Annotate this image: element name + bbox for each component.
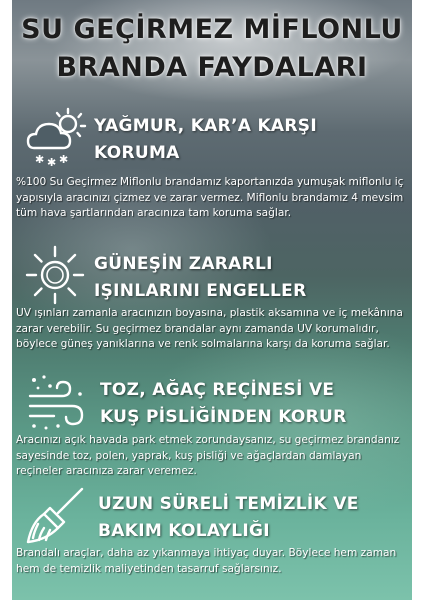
title-line-1: SU GEÇİRMEZ MİFLONLU bbox=[21, 14, 403, 45]
section-4-heading bbox=[98, 491, 359, 545]
benefits-poster bbox=[12, 0, 412, 600]
section-2-heading-line-1: GÜNEŞİN ZARARLI bbox=[94, 254, 273, 274]
sun-icon bbox=[24, 244, 86, 306]
svg-text:✱: ✱ bbox=[35, 153, 45, 166]
section-4-body: Brandalı araçlar, daha az yıkanmaya ihtiyaç duyar. Böylece hem zaman hem de temizlik maliyetinden tasarruf sağlarsınız. bbox=[16, 547, 397, 575]
section-1-heading bbox=[94, 113, 317, 167]
title-line-2: BRANDA FAYDALARI bbox=[56, 52, 368, 83]
section-4-heading-line-2: BAKIM KOLAYLIĞI bbox=[98, 521, 270, 541]
section-2-heading bbox=[94, 251, 306, 305]
weather-icon bbox=[24, 104, 88, 170]
section-1-heading-line-1: YAĞMUR, KAR’A KARŞI bbox=[94, 116, 317, 136]
section-1-heading-line-2: KORUMA bbox=[94, 143, 180, 163]
section-3-heading-line-1: TOZ, AĞAÇ REÇİNESİ VE bbox=[100, 380, 335, 400]
svg-text:✱: ✱ bbox=[47, 156, 57, 169]
broom-icon bbox=[24, 486, 88, 546]
section-2-heading-line-2: IŞINLARINI ENGELLER bbox=[94, 281, 307, 301]
section-3-heading-line-2: KUŞ PİSLİĞİNDEN KORUR bbox=[100, 407, 347, 427]
svg-text:✱: ✱ bbox=[59, 153, 69, 166]
section-4-heading-line-1: UZUN SÜRELİ TEMİZLİK VE bbox=[98, 494, 359, 514]
dust-wind-icon bbox=[24, 372, 90, 434]
section-1-body: %100 Su Geçirmez Miflonlu brandamız kaportanızda yumuşak miflonlu iç yapısıyla aracınızı çizmez ve zarar vermez. Miflonlu brandamız 4 mevsim tüm hava şartlarından aracınıza tam koruma sağlar. bbox=[16, 176, 404, 219]
section-3-heading bbox=[100, 377, 347, 431]
section-2-body: UV ışınları zamanla aracınızın boyasına, plastik aksamına ve iç mekânına zarar verebilir. Su geçirmez brandalar aynı zamanda UV korumalıdır, böylece güneş yanıklarına ve renk solmalarına karşı da koruma sağlar. bbox=[16, 307, 403, 350]
section-3-body: Aracınızı açık havada park etmek zorundaysanız, su geçirmez brandanız sayesinde toz, polen, yaprak, kuş pisliği ve ağaçlardan damlayan reçineler aracınıza zarar veremez. bbox=[16, 434, 400, 477]
